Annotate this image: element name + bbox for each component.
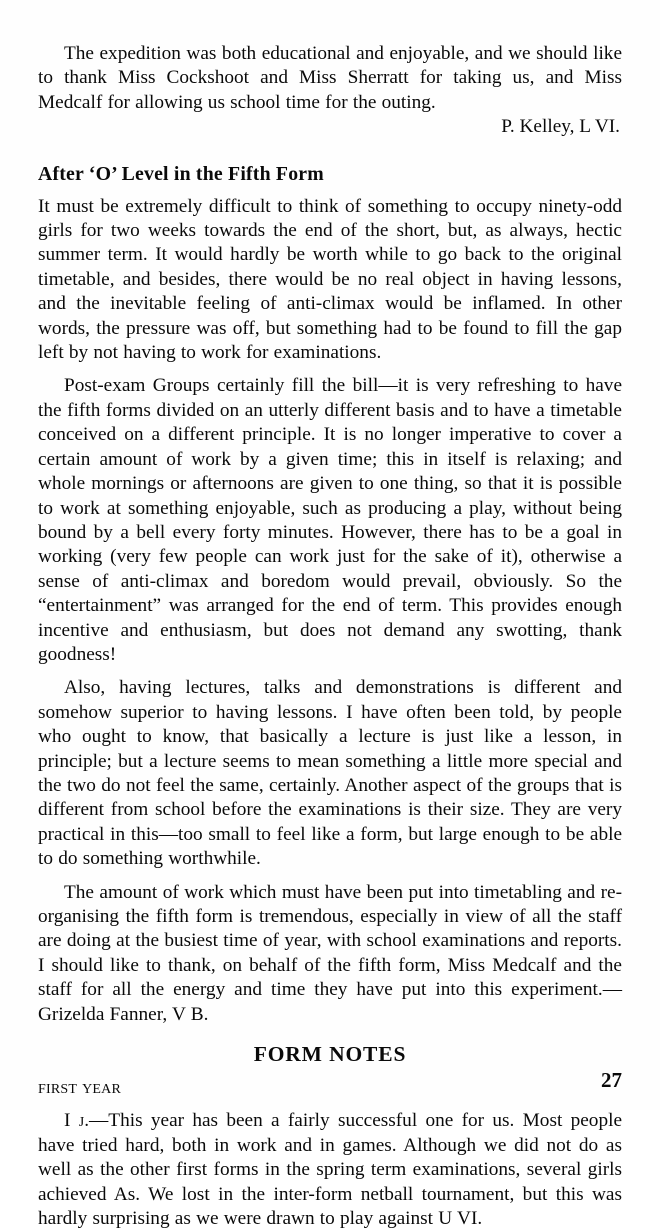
paragraph-3-lectures-talks: Also, having lectures, talks and demonstrations is different and somehow superior to having lessons. I have often been told, by people who ought to know, that basically a lecture is just like a lesson, in principle; but a lecture seems to mean something a little more special and the two do not feel the same, certainly. Another aspect of the groups that is different from school before the examinations is their size. They are very practical in this—too small to feel like a form, but large enough to be able to do something worthwhile. (38, 677, 622, 870)
spacer-p2-p3 (38, 667, 622, 676)
page-number: 27 (601, 1068, 622, 1092)
article-signature-kelley: P. Kelley, L VI. (501, 116, 620, 138)
spacer-before-form-notes (38, 1027, 622, 1041)
spacer-p3-p4 (38, 872, 622, 881)
paragraph-form-entry-1j (38, 1109, 622, 1231)
form-entry-label: I (64, 1110, 71, 1132)
paragraph-2-post-exam-groups: Post-exam Groups certainly fill the bill—it is very refreshing to have the fifth forms divided on an utterly different basis and to have a timetable conceived on a different principle. It is no longer imperative to cover a certain amount of work by a given time; this in itself is relaxing; and whole mornings or afternoons are given to one thing, so that it is possible to work at something enjoyable, such as producing a play, without being bound by a bell every forty minutes. However, there has to be a goal in working (very few people can work just for the sake of it), otherwise a sense of anti-climax and boredom would prevail, obviously. So the “entertainment” was arranged for the end of term. This provides enough incentive and enthusiasm, but does not demand any swotting, thank goodness! (38, 375, 622, 665)
spacer-after-form-notes (38, 1067, 622, 1076)
section-heading-after-o-level: After ‘O’ Level in the Fifth Form (38, 162, 324, 185)
paragraph-expedition-closing: The expedition was both educational and enjoyable, and we should like to thank Miss Cockshoot and Miss Sherratt for taking us, and Miss Medcalf for allowing us school time for the outing. (38, 43, 622, 113)
form-entry-body: .—This year has been a fairly successful one for us. Most people have tried hard, both in work and in games. Although we did not do as well as the other first forms in the spring term examinations, several girls achieved As. We lost in the inter-form netball tournament, but this was hardly surprising as we were drawn to play against U VI. (38, 1110, 622, 1230)
spacer-p1-p2 (38, 365, 622, 374)
form-entry-label-smallcaps: j (78, 1110, 85, 1132)
paragraph-4-amount-of-work: The amount of work which must have been put into timetabling and re-organising the fifth form is tremendous, especially in view of all the staff are doing at the busiest time of year, with school examinations and reports. I should like to thank, on behalf of the fifth form, Miss Medcalf and the staff for all the energy and time they have put into this experiment.—Grizelda Fanner, V B. (38, 881, 622, 1025)
page-content-column (38, 42, 622, 1231)
paragraph-1-ninety-odd-girls: It must be extremely difficult to think of something to occupy ninety-odd girls for two weeks towards the end of the short, but, as always, hectic summer term. It would hardly be worth while to go back to the original timetable, and besides, there would be no real object in having lessons, and the inevitable feeling of anti-climax would be inflamed. In other words, the pressure was off, but something had to be found to fill the gap left by not having to work for examinations. (38, 195, 622, 364)
spacer-before-heading (38, 140, 622, 162)
spacer-after-first-year (38, 1100, 622, 1109)
spacer-after-heading (38, 186, 622, 195)
subheading-first-year: first year (38, 1077, 121, 1099)
section-heading-form-notes: FORM NOTES (253, 1042, 407, 1067)
